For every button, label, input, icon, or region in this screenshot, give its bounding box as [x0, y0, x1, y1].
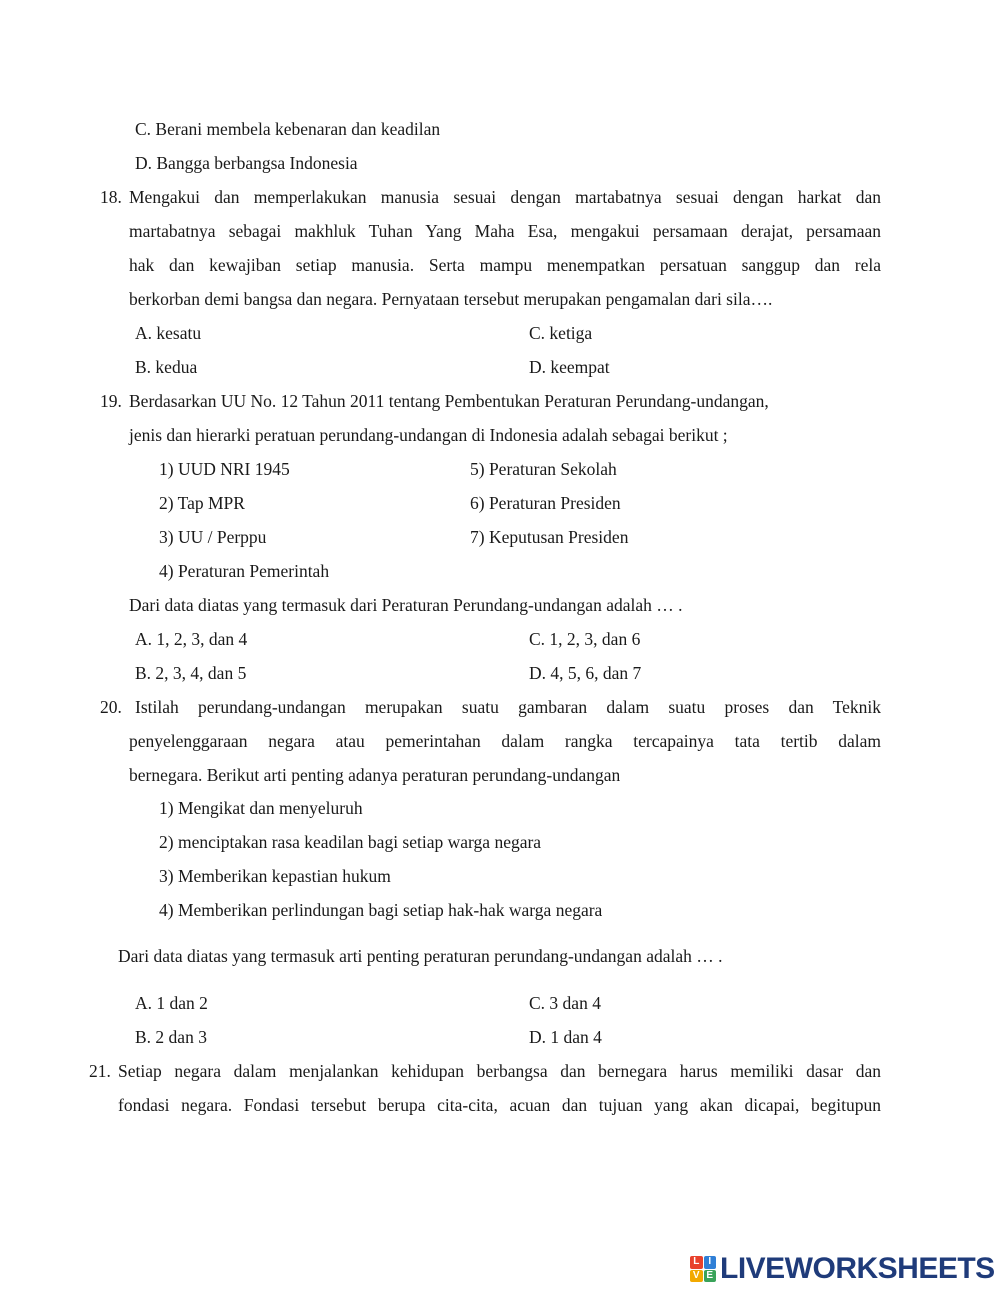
q20-option-b: B. 2 dan 3	[135, 1027, 207, 1047]
q18-option-c: C. ketiga	[529, 323, 593, 343]
q18-option-d: D. keempat	[529, 357, 610, 377]
q20-option-d: D. 1 dan 4	[529, 1027, 602, 1047]
q20-text-line-1: Istilah perundang-undangan merupakan suatu gambaran dalam suatu proses dan Teknik	[135, 697, 881, 717]
q19-item-3: 3) UU / Perppu	[159, 527, 267, 547]
q18-text-line-1: Mengakui dan memperlakukan manusia sesuai dengan martabatnya sesuai dengan harkat dan	[129, 187, 881, 207]
q21-text-line-1: Setiap negara dalam menjalankan kehidupan berbangsa dan bernegara harus memiliki dasar dan	[118, 1061, 881, 1081]
q20-option-c: C. 3 dan 4	[529, 993, 601, 1013]
q19-item-6: 6) Peraturan Presiden	[470, 493, 621, 513]
q19-option-a: A. 1, 2, 3, dan 4	[135, 629, 248, 649]
q19-item-4: 4) Peraturan Pemerintah	[159, 561, 330, 581]
q20-item-4: 4) Memberikan perlindungan bagi setiap hak-hak warga negara	[159, 900, 603, 920]
q21-number: 21.	[89, 1061, 111, 1081]
q18-text-line-4: berkorban demi bangsa dan negara. Pernyataan tersebut merupakan pengamalan dari sila….	[129, 289, 773, 309]
q19-prompt: Dari data diatas yang termasuk dari Peraturan Perundang-undangan adalah … .	[129, 595, 683, 615]
q18-number: 18.	[100, 187, 122, 207]
q19-number: 19.	[100, 391, 122, 411]
q21-text-line-2: fondasi negara. Fondasi tersebut berupa cita-cita, acuan dan tujuan yang akan dicapai, begitupun	[118, 1095, 881, 1115]
q20-item-3: 3) Memberikan kepastian hukum	[159, 866, 391, 886]
q20-prompt: Dari data diatas yang termasuk arti penting peraturan perundang-undangan adalah … .	[118, 946, 723, 966]
q19-option-c: C. 1, 2, 3, dan 6	[529, 629, 641, 649]
q17-option-c: C. Berani membela kebenaran dan keadilan	[135, 119, 441, 139]
q20-item-2: 2) menciptakan rasa keadilan bagi setiap warga negara	[159, 832, 542, 852]
liveworksheets-logo-icon	[690, 1256, 716, 1282]
q19-item-2: 2) Tap MPR	[159, 493, 245, 513]
liveworksheets-logo-text: LIVEWORKSHEETS	[720, 1252, 995, 1285]
q19-text-line-1: Berdasarkan UU No. 12 Tahun 2011 tentang Pembentukan Peraturan Perundang-undangan,	[129, 391, 769, 411]
q18-text-line-2: martabatnya sebagai makhluk Tuhan Yang Maha Esa, mengakui persamaan derajat, persamaan	[129, 221, 881, 241]
logo-mark-letter: E	[704, 1270, 717, 1283]
q20-text-line-2: penyelenggaraan negara atau pemerintahan dalam rangka tercapainya tata tertib dalam	[129, 731, 881, 751]
liveworksheets-logo	[690, 1252, 995, 1286]
q19-option-b: B. 2, 3, 4, dan 5	[135, 663, 247, 683]
q18-text-line-3: hak dan kewajiban setiap manusia. Serta mampu menempatkan persatuan sanggup dan rela	[129, 255, 881, 275]
q18-option-a: A. kesatu	[135, 323, 202, 343]
logo-mark-letter: I	[704, 1256, 717, 1269]
q19-item-7: 7) Keputusan Presiden	[470, 527, 629, 547]
q19-item-5: 5) Peraturan Sekolah	[470, 459, 617, 479]
logo-mark-letter: L	[690, 1256, 703, 1269]
q19-text-line-2: jenis dan hierarki peratuan perundang-undangan di Indonesia adalah sebagai berikut ;	[129, 425, 728, 445]
q19-option-d: D. 4, 5, 6, dan 7	[529, 663, 642, 683]
q20-number: 20.	[100, 697, 122, 717]
q20-item-1: 1) Mengikat dan menyeluruh	[159, 798, 363, 818]
logo-mark-letter: V	[690, 1270, 703, 1283]
q20-option-a: A. 1 dan 2	[135, 993, 208, 1013]
q17-option-d: D. Bangga berbangsa Indonesia	[135, 153, 358, 173]
q20-text-line-3: bernegara. Berikut arti penting adanya peraturan perundang-undangan	[129, 765, 621, 785]
q19-item-1: 1) UUD NRI 1945	[159, 459, 290, 479]
q18-option-b: B. kedua	[135, 357, 198, 377]
